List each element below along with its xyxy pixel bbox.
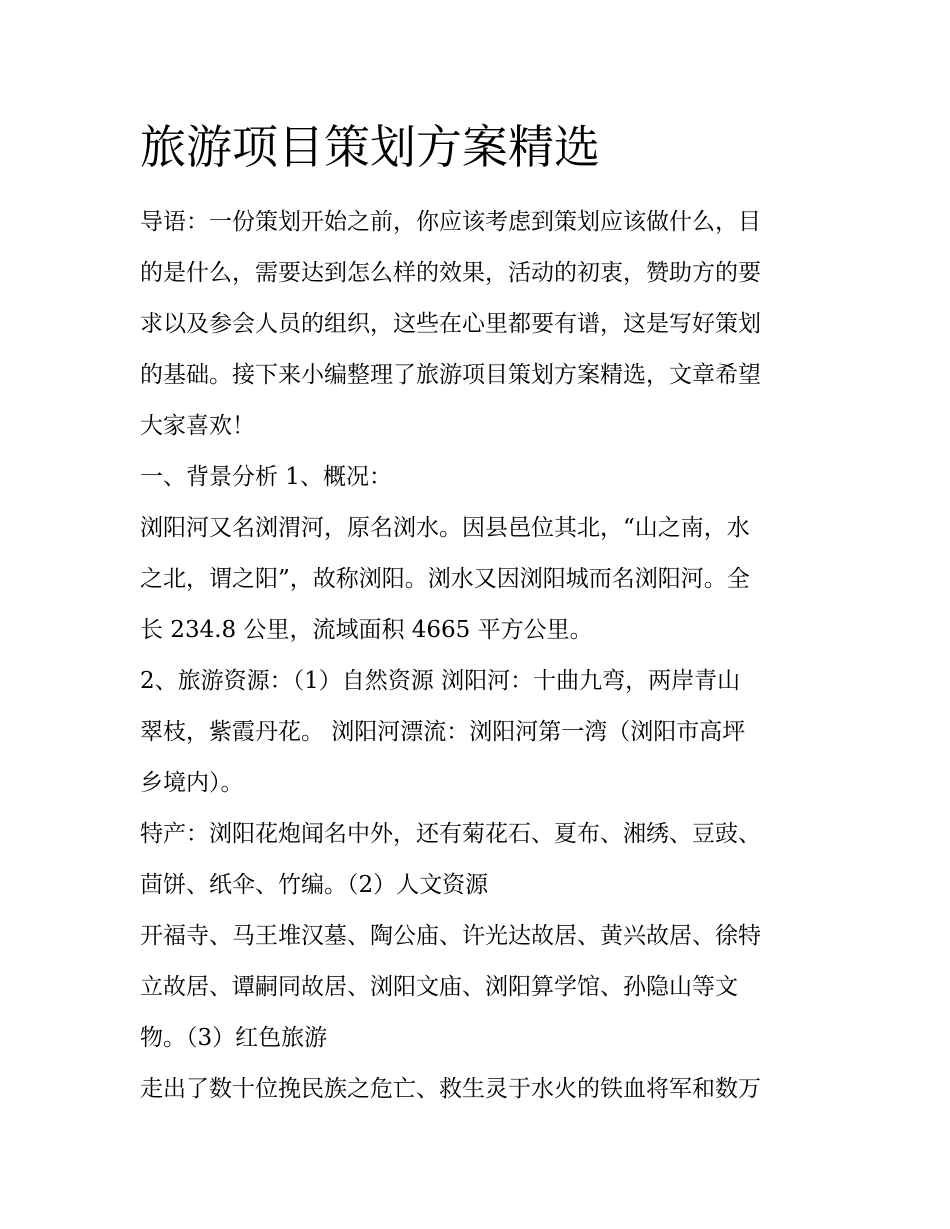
body-line: 乡境内）。 (140, 770, 244, 796)
body-line: 茴饼、纸伞、竹编。（2）人文资源 (140, 872, 489, 898)
body-line: 求以及参会人员的组织，这些在心里都要有谱，这是写好策划 (140, 311, 761, 337)
body-line: 走出了数十位挽民族之危亡、救生灵于水火的铁血将军和数万 (140, 1076, 761, 1102)
body-line: 的基础。接下来小编整理了旅游项目策划方案精选，文章希望 (140, 362, 761, 388)
body-line: 长 234.8 公里，流域面积 4665 平方公里。 (140, 617, 593, 643)
document-title: 旅游项目策划方案精选 (140, 120, 600, 174)
body-line: 立故居、谭嗣同故居、浏阳文庙、浏阳算学馆、孙隐山等文 (140, 974, 738, 1000)
body-line: 的是什么，需要达到怎么样的效果，活动的初衷，赞助方的要 (140, 260, 761, 286)
body-line: 特产：浏阳花炮闻名中外，还有菊花石、夏布、湘绣、豆豉、 (140, 821, 761, 847)
body-line: 大家喜欢！ (140, 413, 255, 439)
body-line: 浏阳河又名浏渭河，原名浏水。因县邑位其北，“山之南，水 (140, 515, 750, 541)
body-line: 导语：一份策划开始之前，你应该考虑到策划应该做什么，目 (140, 209, 761, 235)
body-line: 开福寺、马王堆汉墓、陶公庙、许光达故居、黄兴故居、徐特 (140, 923, 761, 949)
document-body (140, 197, 820, 1115)
body-line: 2、旅游资源：（1）自然资源 浏阳河：十曲九弯，两岸青山 (140, 668, 741, 694)
body-line: 之北，谓之阳”，故称浏阳。浏水又因浏阳城而名浏阳河。全 (140, 566, 750, 592)
section-heading: 一、背景分析 1、概况： (140, 464, 392, 490)
body-line: 物。（3）红色旅游 (140, 1025, 328, 1051)
body-line: 翠枝，紫霞丹花。 浏阳河漂流：浏阳河第一湾（浏阳市高坪 (140, 719, 746, 745)
